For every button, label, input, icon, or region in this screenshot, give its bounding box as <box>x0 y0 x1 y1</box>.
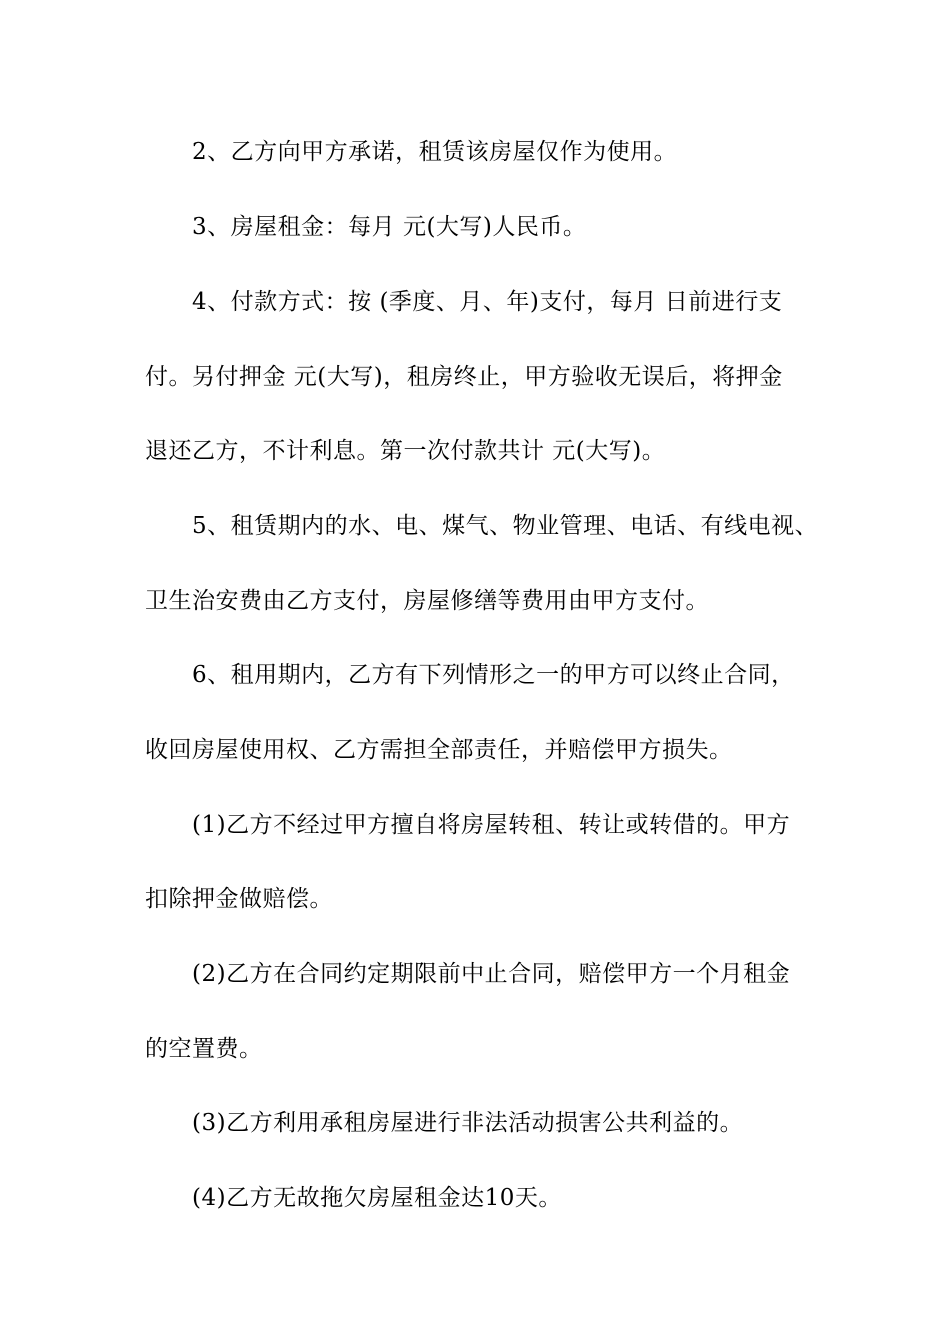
clause-3-line-1: 3、房屋租金：每月 元(大写)人民币。 <box>192 214 587 240</box>
clause-4-line-1: 4、付款方式：按 (季度、月、年)支付，每月 日前进行支 <box>192 289 783 315</box>
clause-5-line-1: 5、租赁期内的水、电、煤气、物业管理、电话、有线电视、 <box>192 513 819 539</box>
item-2-line-2: 的空置费。 <box>145 1036 263 1062</box>
item-2-line-1: (2)乙方在合同约定期限前中止合同，赔偿甲方一个月租金 <box>192 961 791 987</box>
item-1-line-1: (1)乙方不经过甲方擅自将房屋转租、转让或转借的。甲方 <box>192 812 791 838</box>
clause-5-line-2: 卫生治安费由乙方支付，房屋修缮等费用由甲方支付。 <box>145 588 709 614</box>
clause-2-line-1: 2、乙方向甲方承诺，租赁该房屋仅作为使用。 <box>192 139 678 165</box>
clause-6-line-2: 收回房屋使用权、乙方需担全部责任，并赔偿甲方损失。 <box>145 737 733 763</box>
item-3-line-1: (3)乙方利用承租房屋进行非法活动损害公共利益的。 <box>192 1110 744 1136</box>
clause-4-line-2: 付。另付押金 元(大写)，租房终止，甲方验收无误后，将押金 <box>145 364 783 390</box>
clause-6-line-1: 6、租用期内，乙方有下列情形之一的甲方可以终止合同， <box>192 662 795 688</box>
item-1-line-2: 扣除押金做赔偿。 <box>145 886 333 912</box>
item-4-line-1: (4)乙方无故拖欠房屋租金达10天。 <box>192 1185 562 1211</box>
clause-4-line-3: 退还乙方，不计利息。第一次付款共计 元(大写)。 <box>145 438 666 464</box>
